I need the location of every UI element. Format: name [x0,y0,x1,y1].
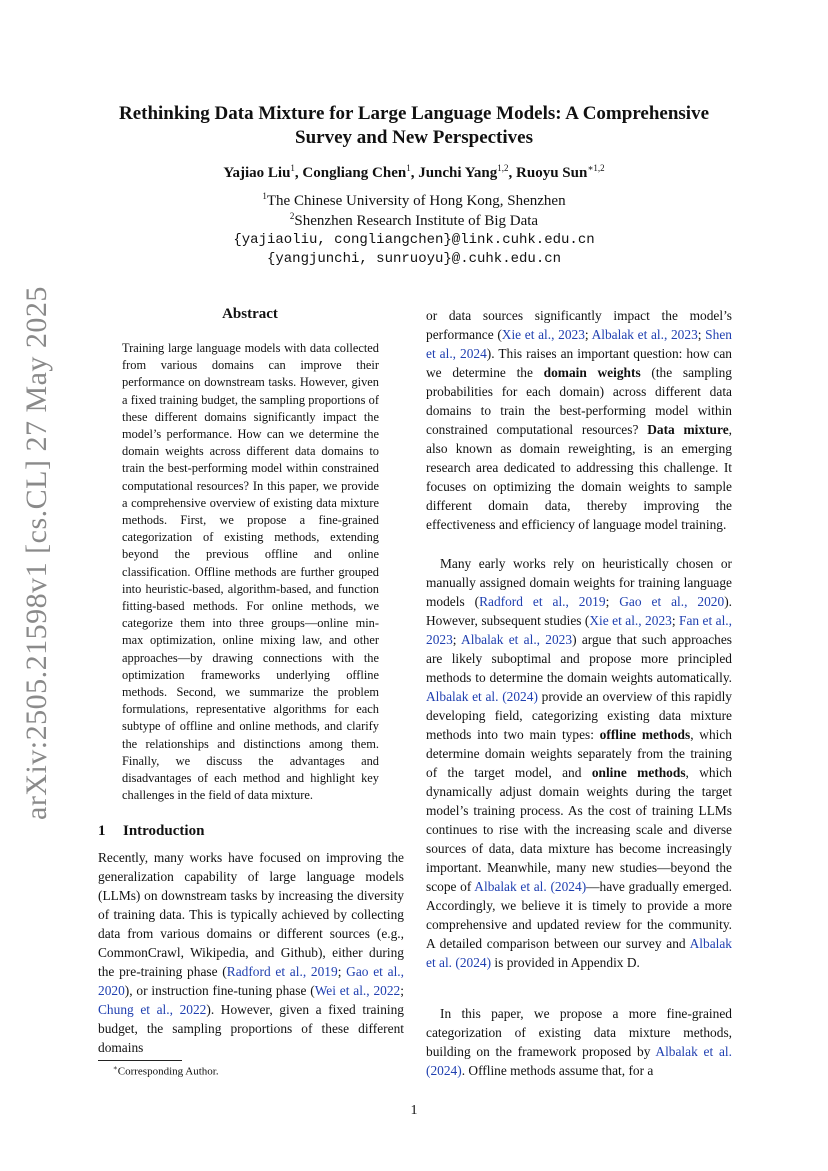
body-paragraph-3: In this paper, we propose a more fine-grained categorization of existing data mixture methods, building on the framework proposed by Albalak et al. (2024). Offline methods assume that, for a [426,1006,732,1078]
affiliation-1 [96,191,732,210]
citation-link[interactable]: Albalak et al. (2024) [474,879,587,894]
citation-link[interactable]: Gao et al., 2020 [619,594,725,609]
section-number: 1 [98,823,106,839]
author-name: Ruoyu Sun [516,165,588,181]
footnote-divider [98,1060,182,1061]
abstract-heading: Abstract [222,306,278,322]
affiliation-mark: 2 [289,211,295,221]
author-name: Congliang Chen [302,165,407,181]
citation-link[interactable]: Fan et al., 2023 [426,613,733,647]
affiliation-text: Shenzhen Research Institute of Big Data [294,213,539,229]
page-number: 1 [410,1103,418,1118]
citation-link[interactable]: Radford et al., 2019 [226,964,338,979]
affiliation-2 [96,211,732,230]
section-title: Introduction [123,823,205,839]
citation-link[interactable]: Gao et al., 2020 [98,964,404,998]
bold-term: online methods [591,765,686,780]
section-heading-introduction [98,823,204,840]
citation-link[interactable]: Albalak et al. (2024) [426,936,732,970]
email-line-1[interactable]: {yajiaoliu, congliangchen}@link.cuhk.edu.cn [233,232,595,248]
author-name: Yajiao Liu [223,165,291,181]
citation-link[interactable]: Albalak et al. (2024) [426,689,538,704]
body-paragraph-2: Many early works rely on heuristically chosen or manually assigned domain weights for training language models (Radford et al., 2019; Gao et al., 2020). However, subsequent studies (Xie et al., 2023; Fan et al., 2023; Albalak et al., 2023) argue that such approaches are likely suboptimal and propose more principled methods to determine the domain weights automatically. Albalak et al. (2024) provide an overview of this rapidly developing field, categorizing existing data mixture methods into two main types: offline methods, which determine domain weights separately from the training of the target model, and online methods, which dynamically adjust domain weights during the target model’s training process. As the cost of training LLMs continues to rise with the increasing scale and diverse sources of data, data mixture has become increasingly important. Meanwhile, many new studies—beyond the scope of Albalak et al. (2024)—have gradually emerged. Accordingly, we believe it is timely to provide a more comprehensive and updated review for the community. A detailed comparison between our survey and Albalak et al. (2024) is provided in Appendix D. [426,556,733,970]
citation-link[interactable]: Albalak et al., 2023 [461,632,573,647]
abstract-body: Training large language models with data collected from various domains can improve their performance on downstream tasks. However, given a fixed training budget, the sampling proportions of these different domains significantly impact the model’s performance. How can we determine the domain weights across different data domains to train the best-performing model within constrained computational resources? In this paper, we provide a comprehensive overview of existing data mixture methods. First, we propose a fine-grained categorization of existing methods, extending beyond the previous offline and online classification. Offline methods are further grouped into heuristic-based, algorithm-based, and function fitting-based methods. For online methods, we categorize them into three groups—online min-max optimization, online mixing law, and other approaches—by drawing connections with the optimization frameworks underlying offline methods. Second, we summarize the problem formulations, representative algorithms for each subtype of offline and online methods, and clarify the relationships and distinctions among them. Finally, we discuss the advantages and disadvantages of each method and highlight key challenges in the field of data mixture. [122,341,379,803]
bold-term: Data mixture [647,422,729,437]
footnote-mark: ∗ [113,1064,118,1072]
arxiv-side-stamp: arXiv:2505.21598v1 [cs.CL] 27 May 2025 [20,286,53,820]
citation-link[interactable]: Wei et al., 2022 [314,983,401,998]
citation-link[interactable]: Radford et al., 2019 [479,594,606,609]
citation-link[interactable]: Shen et al., 2024 [426,327,732,361]
footnote-text: Corresponding Author. [117,1065,219,1078]
paper-title [96,102,732,150]
citation-link[interactable]: Chung et al., 2022 [98,1002,207,1017]
citation-link[interactable]: Xie et al., 2023 [501,327,585,342]
citation-link[interactable]: Xie et al., 2023 [589,613,672,628]
author-list: Yajiao Liu$^1$, Congliang Chen$^1$, Junchi Yang$^{1,2}$, Ruoyu Sun$^{∗1,2}$ [223,163,605,181]
email-line-2[interactable]: {yangjunchi, sunruoyu}@.cuhk.edu.cn [266,251,562,267]
affiliation-text: The Chinese University of Hong Kong, Shenzhen [266,193,566,209]
bold-term: offline methods [599,727,691,742]
bold-term: domain weights [543,365,641,380]
title-line-1: Rethinking Data Mixture for Large Language Models: A Comprehensive [118,103,710,124]
affiliation-mark: 1 [262,191,267,201]
footnote [113,1064,219,1078]
author-affiliation-mark: 1 [290,163,295,173]
citation-link[interactable]: Albalak et al. (2024) [426,1044,732,1078]
body-paragraph-1: or data sources significantly impact the model’s performance (Xie et al., 2023; Albalak et al., 2023; Shen et al., 2024). This raises an important question: how can we determine the domain weights (the sampling probabilities for each domain) across different data domains to train the best-performing model within constrained computational resources? Data mixture, also known as domain reweighting, is an emerging research area dedicated to addressing this challenge. It focuses on optimizing the domain weights to sample different domain data, thereby improving the effectiveness and efficiency of language model training. [426,308,732,532]
author-name: Junchi Yang [418,165,498,181]
intro-paragraph-1: Recently, many works have focused on improving the generalization capability of large language models (LLMs) on downstream tasks by increasing the diversity of training data. This is typically achieved by collecting data from various domains or different sources (e.g., CommonCrawl, Wikipedia, and Github), either during the pre-training phase (Radford et al., 2019; Gao et al., 2020), or instruction fine-tuning phase (Wei et al., 2022; Chung et al., 2022). However, given a fixed training budget, the sampling proportions of these different domains [98,850,405,1055]
author-affiliation-mark: 1 [406,163,411,173]
author-affiliation-mark: 1,2 [497,163,509,173]
citation-link[interactable]: Albalak et al., 2023 [591,327,698,342]
author-affiliation-mark: ∗1,2 [587,163,605,173]
title-line-2: Survey and New Perspectives [295,127,533,148]
